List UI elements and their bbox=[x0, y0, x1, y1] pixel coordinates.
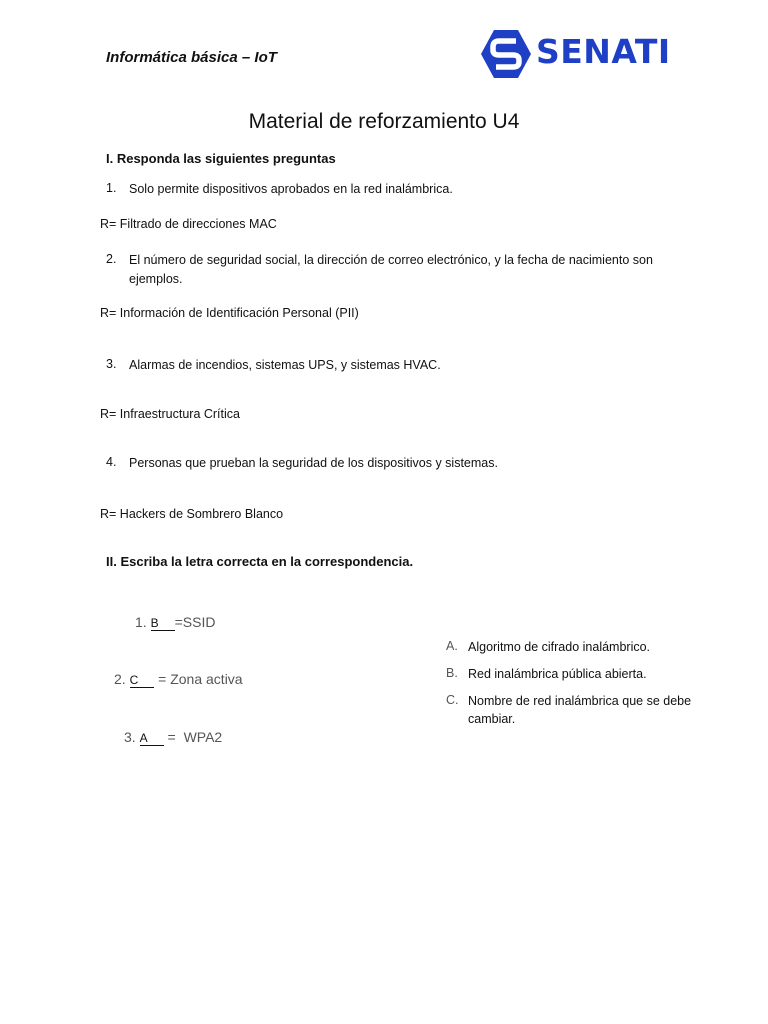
match-equals: = bbox=[167, 729, 176, 745]
option-letter: A. bbox=[446, 639, 458, 653]
match-equals: = bbox=[158, 671, 167, 687]
match-number: 1. bbox=[135, 614, 147, 630]
question-answer: R= Hackers de Sombrero Blanco bbox=[100, 507, 284, 521]
question-number: 2. bbox=[106, 252, 117, 266]
page-title: Material de reforzamiento U4 bbox=[248, 110, 520, 133]
question-answer: R= Filtrado de direcciones MAC bbox=[100, 217, 277, 231]
option-text: Red inalámbrica pública abierta. bbox=[468, 667, 647, 681]
question-text: Alarmas de incendios, sistemas UPS, y sistemas HVAC. bbox=[129, 358, 441, 372]
brand-name: SENATI bbox=[536, 32, 671, 71]
match-number: 3. bbox=[124, 729, 136, 745]
question-number: 4. bbox=[106, 455, 117, 469]
course-title: Informática básica – IoT bbox=[106, 49, 277, 66]
match-answer-blank: B bbox=[151, 616, 175, 631]
question-text: Solo permite dispositivos aprobados en la red inalámbrica. bbox=[129, 182, 453, 196]
senati-logo bbox=[480, 28, 670, 80]
question-text: El número de seguridad social, la dirección de correo electrónico, y la fecha de nacimiento son ejemplos. bbox=[129, 253, 653, 286]
match-term: WPA2 bbox=[183, 729, 223, 745]
option-text: Algoritmo de cifrado inalámbrico. bbox=[468, 640, 651, 654]
question-number: 1. bbox=[106, 181, 117, 195]
match-equals: = bbox=[174, 614, 183, 630]
senati-emblem-icon bbox=[480, 28, 532, 80]
section-1-heading: I. Responda las siguientes preguntas bbox=[106, 151, 336, 166]
match-term: Zona activa bbox=[170, 671, 243, 687]
match-item bbox=[114, 671, 243, 688]
match-answer-blank: C bbox=[130, 673, 155, 688]
question-answer: R= Infraestructura Crítica bbox=[100, 407, 240, 421]
match-answer-blank: A bbox=[140, 731, 164, 746]
option-letter: C. bbox=[446, 693, 459, 707]
option-letter: B. bbox=[446, 666, 458, 680]
section-2-heading: II. Escriba la letra correcta en la correspondencia. bbox=[106, 554, 414, 569]
option-text: Nombre de red inalámbrica que se debe cambiar. bbox=[468, 694, 692, 726]
match-item bbox=[135, 614, 215, 631]
question-answer: R= Información de Identificación Personal (PII) bbox=[100, 306, 359, 320]
match-number: 2. bbox=[114, 671, 126, 687]
match-term: SSID bbox=[182, 614, 216, 630]
match-item bbox=[124, 729, 222, 746]
question-text: Personas que prueban la seguridad de los dispositivos y sistemas. bbox=[129, 456, 498, 470]
question-number: 3. bbox=[106, 357, 117, 371]
